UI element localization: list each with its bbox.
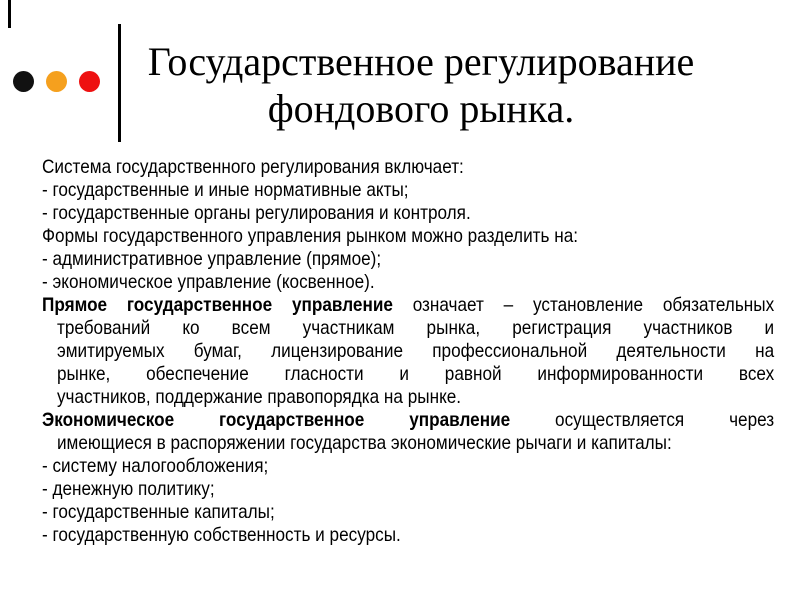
body-regular-text: - государственные капиталы;: [42, 501, 275, 523]
body-line: [42, 248, 774, 271]
body-line: [57, 363, 774, 386]
body-regular-text: - государственные и иные нормативные акты;: [42, 179, 409, 201]
body-line: [42, 225, 774, 248]
body-regular-text: рынке, обеспечение гласности и равной информированности всех: [56, 363, 775, 385]
body-bold-text: Экономическое государственное управление: [42, 409, 511, 431]
body-line: [42, 409, 774, 432]
dot-orange: [46, 71, 67, 92]
body-line: [57, 340, 774, 363]
body-regular-text: - денежную политику;: [42, 478, 215, 500]
corner-accent-line: [8, 0, 11, 28]
body-line: [42, 294, 774, 317]
body-line: [42, 179, 774, 202]
body-regular-text: - экономическое управление (косвенное).: [42, 271, 375, 293]
body-line: [57, 432, 774, 455]
body-line: [42, 156, 774, 179]
body-line: [57, 386, 774, 409]
body-regular-text: требований ко всем участникам рынка, регистрация участников и: [56, 317, 775, 339]
body-regular-text: имеющиеся в распоряжении государства экономические рычаги и капиталы:: [56, 432, 672, 454]
body-regular-text: - административное управление (прямое);: [42, 248, 382, 270]
dots-group: [13, 71, 100, 92]
title-line-2: фондового рынка.: [267, 86, 575, 131]
body-line: [42, 455, 774, 478]
page-title: [127, 38, 715, 132]
body-bold-text: Прямое государственное управление: [42, 294, 393, 316]
body-regular-text: Формы государственного управления рынком можно разделить на:: [42, 225, 579, 247]
body-text: [42, 156, 774, 547]
body-line: [42, 501, 774, 524]
body-regular-text: - государственную собственность и ресурсы.: [42, 524, 401, 546]
body-line: [42, 478, 774, 501]
body-regular-text: - систему налогообложения;: [42, 455, 269, 477]
title-rule: [118, 24, 121, 142]
body-regular-text: участников, поддержание правопорядка на рынке.: [56, 386, 462, 408]
body-regular-text: осуществляется через: [510, 409, 775, 431]
body-regular-text: Система государственного регулирования включает:: [42, 156, 464, 178]
body-regular-text: эмитируемых бумаг, лицензирование профессиональной деятельности на: [56, 340, 775, 362]
title-line-1: Государственное регулирование: [147, 39, 695, 84]
dot-red: [79, 71, 100, 92]
body-line: [57, 317, 774, 340]
body-regular-text: - государственные органы регулирования и контроля.: [42, 202, 471, 224]
body-regular-text: означает – установление обязательных: [392, 294, 775, 316]
body-line: [42, 524, 774, 547]
dot-black: [13, 71, 34, 92]
body-line: [42, 271, 774, 294]
body-line: [42, 202, 774, 225]
